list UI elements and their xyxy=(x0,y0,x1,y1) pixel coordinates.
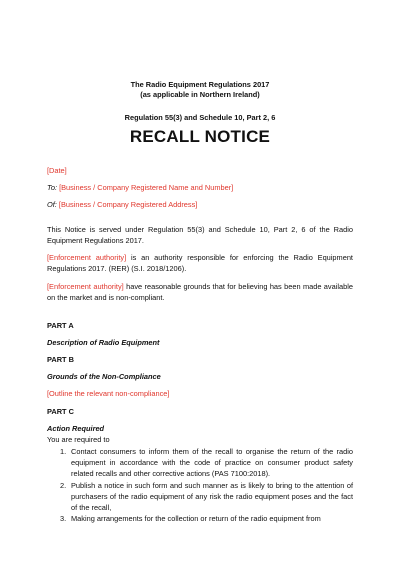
header-block xyxy=(0,80,400,99)
para2-text: is an authority responsible for enforcing the Radio Equipment Regulations 2017. (RER) (S.I. 2018/1206). xyxy=(47,253,353,274)
list-item xyxy=(60,480,353,514)
page-title: RECALL NOTICE xyxy=(129,127,271,146)
para3-authority: [Enforcement authority] xyxy=(47,282,124,291)
part-a-subheading: Description of Radio Equipment xyxy=(47,338,160,347)
date-placeholder: [Date] xyxy=(47,166,67,175)
part-c-intro: You are required to xyxy=(47,435,110,444)
list-item-number: 1. xyxy=(60,447,67,456)
paragraph-1: This Notice is served under Regulation 55(3) and Schedule 10, Part 2, 6 of the Radio Equipment Regulations 2017. xyxy=(47,225,353,246)
header-line-2: (as applicable in Northern Ireland) xyxy=(140,89,260,99)
para2-authority: [Enforcement authority] xyxy=(47,253,127,262)
to-value: [Business / Company Registered Name and Number] xyxy=(59,183,234,192)
of-label: Of: xyxy=(47,200,57,209)
part-a-heading: PART A xyxy=(47,321,74,330)
para3-text: have reasonable grounds that for believing has been made available on the market and is non-compliant. xyxy=(47,282,353,303)
part-c-subheading: Action Required xyxy=(47,424,105,433)
list-item xyxy=(60,446,353,480)
of-line xyxy=(47,199,353,210)
to-line xyxy=(47,182,353,193)
of-value: [Business / Company Registered Address] xyxy=(58,200,198,209)
paragraph-2 xyxy=(47,252,353,274)
header-line-1: The Radio Equipment Regulations 2017 xyxy=(130,80,270,89)
part-b-heading: PART B xyxy=(47,355,74,364)
paragraph-3 xyxy=(47,281,353,303)
part-b-subheading: Grounds of the Non-Compliance xyxy=(47,372,161,381)
regulation-line: Regulation 55(3) and Schedule 10, Part 2, 6 xyxy=(124,113,276,122)
list-item-text: Publish a notice in such form and such manner as is likely to bring to the attention of purchasers of the radio equipment of any risk the radio equipment poses and the fact of the recall, xyxy=(71,480,353,513)
part-b-placeholder: [Outline the relevant non-compliance] xyxy=(47,389,170,398)
part-c-heading: PART C xyxy=(47,407,74,416)
list-item-number: 3. xyxy=(60,514,67,524)
list-item-number: 2. xyxy=(60,480,67,490)
action-list xyxy=(60,446,353,524)
list-item-text: Contact consumers to inform them of the recall to organise the return of the radio equipment in accordance with the code of practice on consumer product safety related recalls and other corrective actions (PAS 7100:2018). xyxy=(71,447,353,479)
to-label: To: xyxy=(47,183,57,192)
list-item xyxy=(60,513,353,524)
list-item-text: Making arrangements for the collection or return of the radio equipment from xyxy=(71,514,321,524)
